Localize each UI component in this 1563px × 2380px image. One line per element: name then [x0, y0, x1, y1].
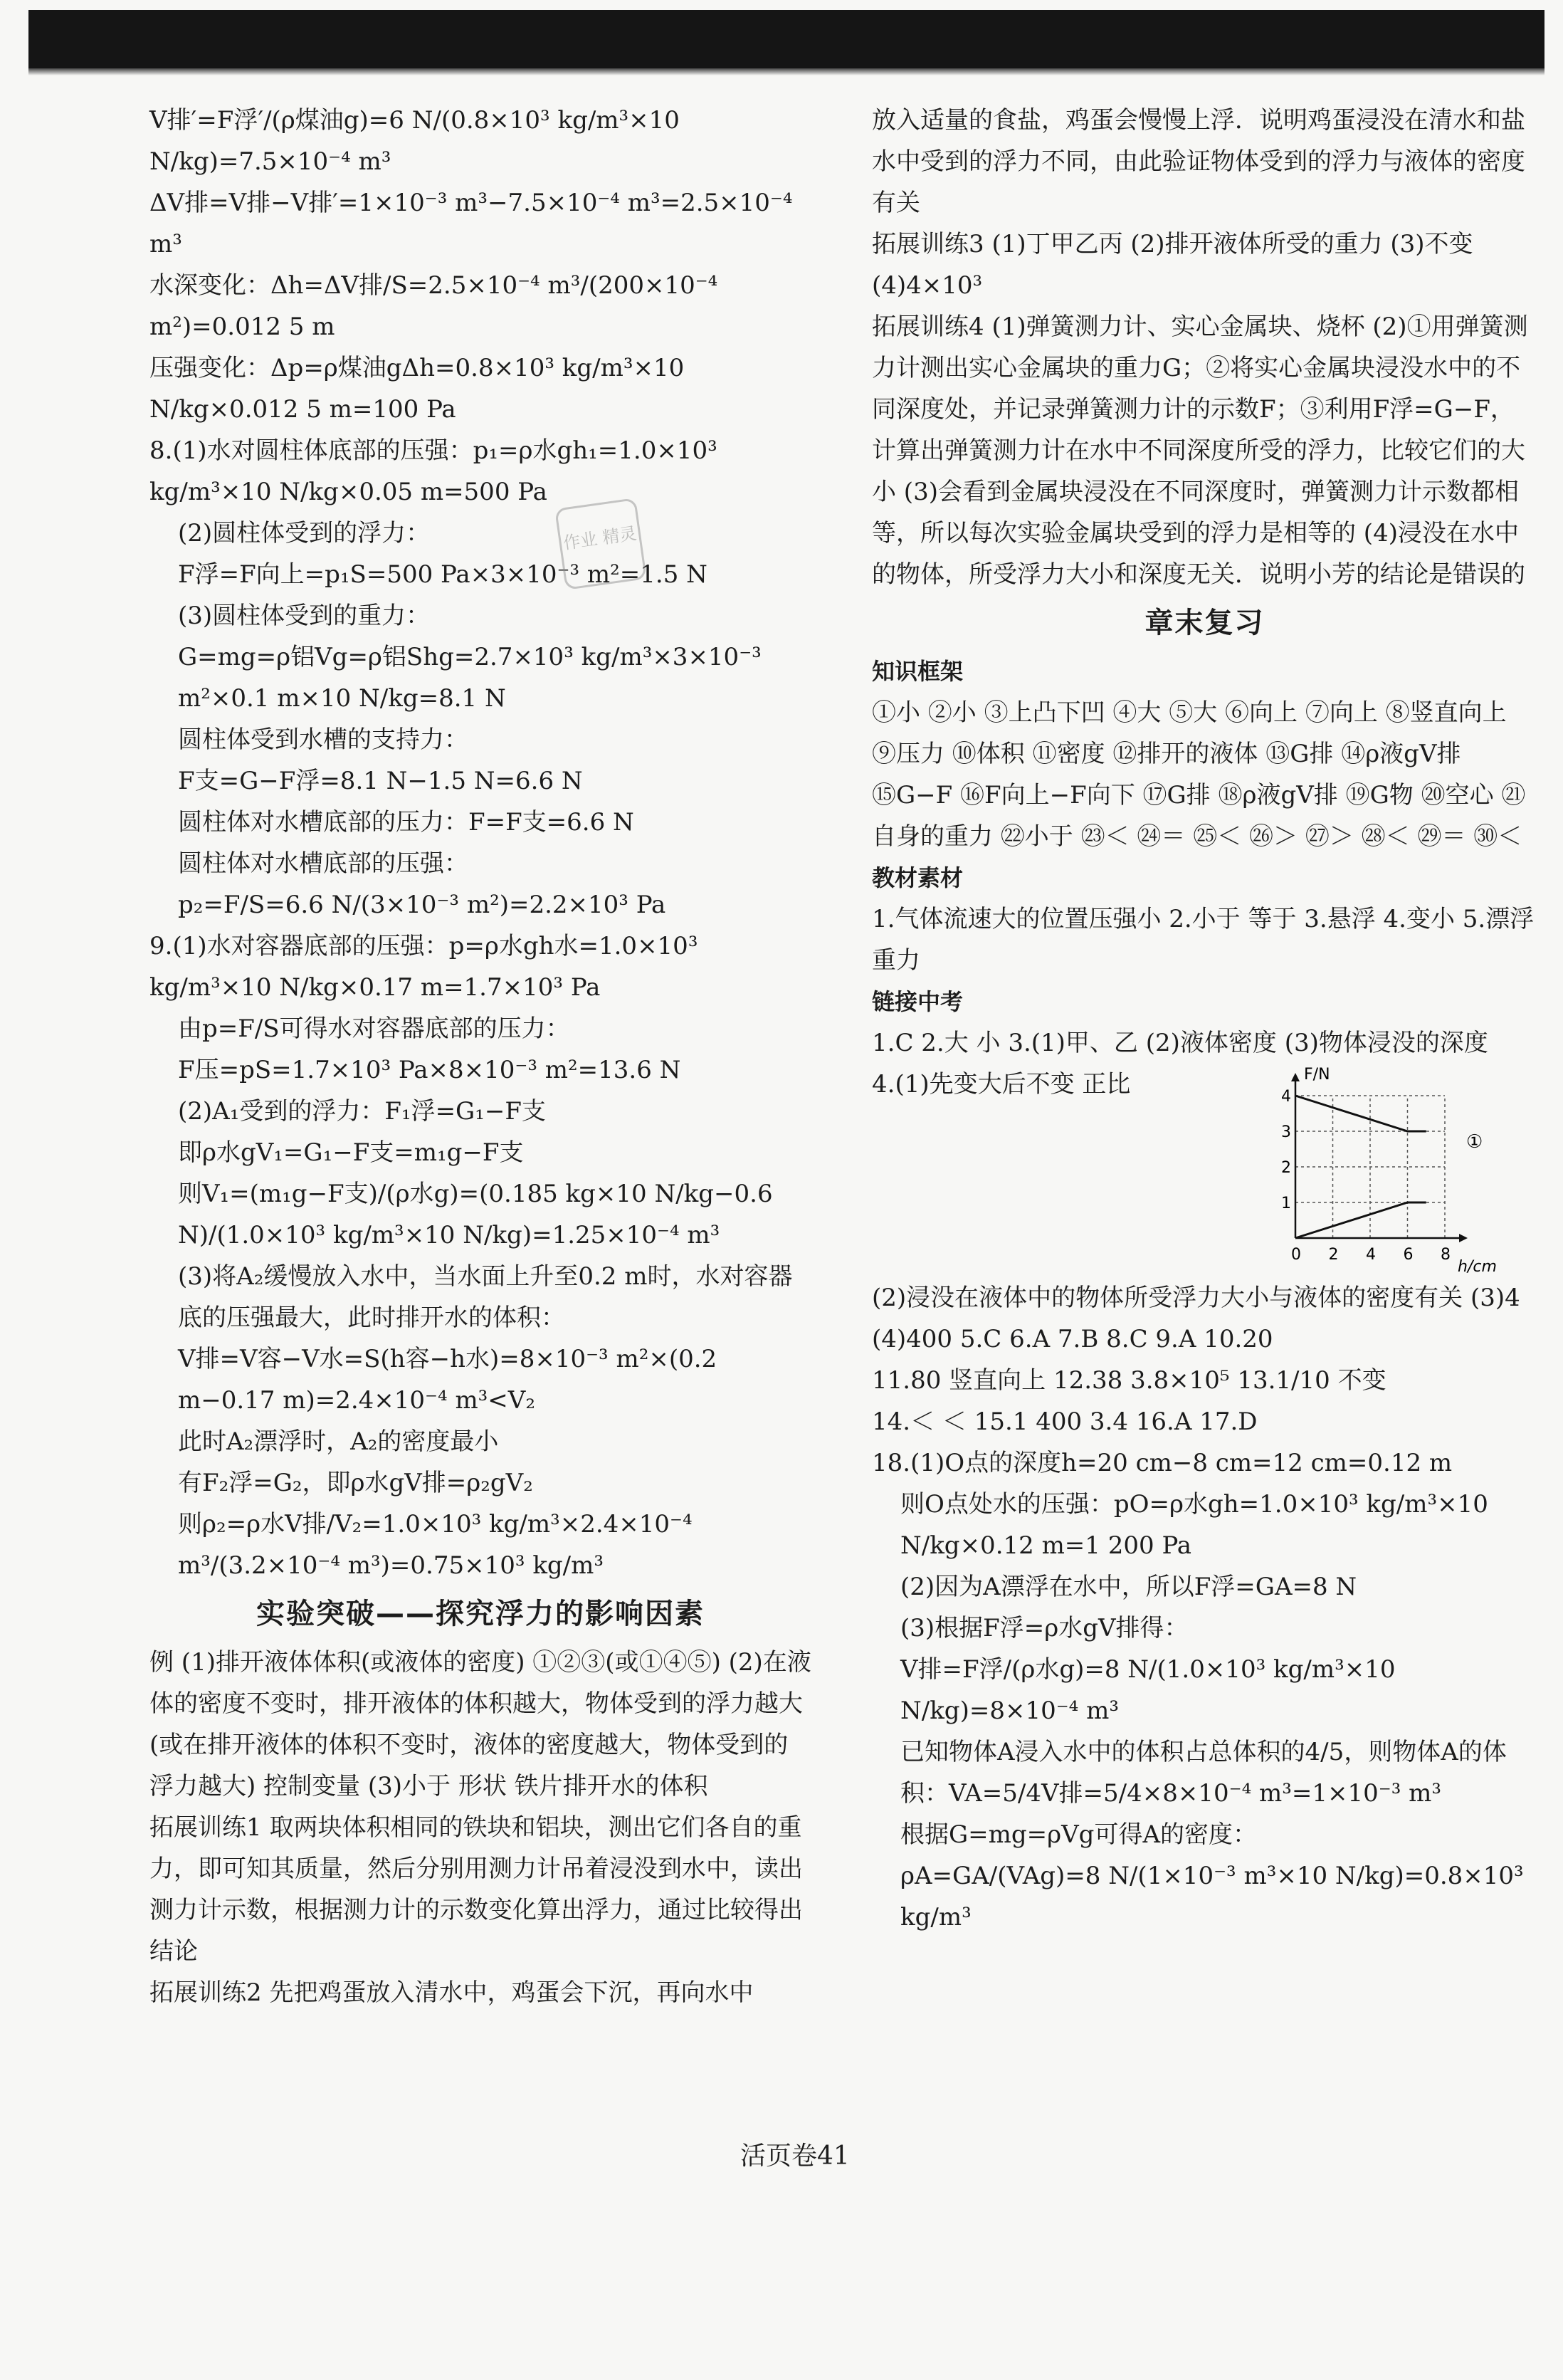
page-footer: 活页卷41	[740, 2142, 850, 2171]
answer-9-part1: 9.(1)水对容器底部的压强：p=ρ水gh水=1.0×10³ kg/m³×10 N/kg×0.17 m=1.7×10³ Pa	[149, 932, 706, 1002]
left-line: (2)圆柱体受到的浮力：	[178, 519, 431, 547]
answers-line: V排=F浮/(ρ水g)=8 N/(1.0×10³ kg/m³×10 N/kg)=8×10⁻⁴ m³	[900, 1655, 1404, 1725]
answers-line: 已知物体A浸入水中的体积占总体积的4/5，则物体A的体积：VA=5/4V排=5/4×8×10⁻⁴ m³=1×10⁻³ m³	[900, 1738, 1507, 1808]
left-line: ΔV排=V排−V排′=1×10⁻³ m³−7.5×10⁻⁴ m³=2.5×10⁻⁴ m³	[149, 189, 801, 258]
force-depth-graph	[1253, 1064, 1509, 1277]
stamp-seal	[549, 493, 653, 596]
left-line: F浮=F向上=p₁S=500 Pa×3×10⁻³ m²=1.5 N	[178, 560, 707, 589]
graph-y-tick: 4	[1281, 1088, 1291, 1106]
left-column	[149, 100, 811, 2013]
left-line: V排=V容−V水=S(h容−h水)=8×10⁻³ m²×(0.2 m−0.17 m)=2.4×10⁻⁴ m³<V₂	[178, 1345, 725, 1415]
graph-series-line	[1295, 1202, 1426, 1238]
left-line: 即ρ水gV₁=G₁−F支=m₁g−F支	[178, 1138, 524, 1167]
answers-line: 根据G=mg=ρVg可得A的密度：	[900, 1820, 1258, 1849]
material-text: 1.气体流速大的位置压强小 2.小于 等于 3.悬浮 4.变小 5.漂浮 重力	[872, 905, 1542, 975]
graph-y-label: F/N	[1304, 1066, 1330, 1084]
graph-y-tick: 2	[1281, 1159, 1291, 1177]
answers-line: 14.＜ ＜ 15.1 400 3.4 16.A 17.D	[872, 1407, 1258, 1436]
left-line: 圆柱体对水槽底部的压强：	[178, 849, 468, 878]
stamp-text: 作业 精灵	[562, 523, 638, 554]
answers-line: 则O点处水的压强：pO=ρ水gh=1.0×10³ kg/m³×10 N/kg×0.12 m=1 200 Pa	[900, 1490, 1496, 1560]
exam-line: 4.(1)先变大后不变 正比	[872, 1070, 1131, 1099]
graph-series-line	[1295, 1096, 1426, 1131]
left-line: V排′=F浮′/(ρ煤油g)=6 N/(0.8×10³ kg/m³×10 N/kg)=7.5×10⁻⁴ m³	[149, 106, 688, 176]
graph-y-tick: 1	[1281, 1195, 1291, 1212]
left-line: G=mg=ρ铝Vg=ρ铝Shg=2.7×10³ kg/m³×3×10⁻³ m²×0.1 m×10 N/kg=8.1 N	[178, 643, 769, 713]
experiment-line: 拓展训练1 取两块体积相同的铁块和铝块，测出它们各自的重力，即可知其质量，然后分别用测力计吊着浸没到水中，读出测力计示数，根据测力计的示数变化算出浮力，通过比较得出结论	[149, 1813, 803, 1966]
answers-line: (3)根据F浮=ρ水gV排得：	[900, 1614, 1189, 1642]
left-line: 圆柱体对水槽底部的压力：F=F支=6.6 N	[178, 808, 634, 837]
experiment-line: 例 (1)排开液体体积(或液体的密度) ①②③(或①④⑤) (2)在液体的密度不变时，排开液体的体积越大，物体受到的浮力越大(或在排开液体的体积不变时，液体的密度越大，物体受到的浮力越大) 控制变量 (3)小于 形状 铁片排开水的体积	[149, 1648, 811, 1800]
graph-x-tick: 2	[1328, 1246, 1339, 1264]
framework-text: ①小 ②小 ③上凸下凹 ④大 ⑤大 ⑥向上 ⑦向上 ⑧竖直向上 ⑨压力 ⑩体积 ⑪密度 ⑫排开的液体 ⑬G排 ⑭ρ液gV排 ⑮G−F ⑯F向上−F向下 ⑰G排 ⑱ρ液gV排 ⑲G物 ⑳空心 ㉑自身的重力 ㉒小于 ㉓＜ ㉔＝ ㉕＜ ㉖＞ ㉗＞ ㉘＜ ㉙＝ ㉚＜	[872, 698, 1526, 851]
graph-row	[872, 1064, 1537, 1277]
top-dark-band	[28, 10, 1544, 68]
answers-line: ρA=GA/(VAg)=8 N/(1×10⁻³ m³×10 N/kg)=0.8×10³ kg/m³	[900, 1862, 1532, 1931]
right-column	[872, 100, 1542, 1938]
left-line: 水深变化：Δh=ΔV排/S=2.5×10⁻⁴ m³/(200×10⁻⁴ m²)=0.012 5 m	[149, 271, 726, 341]
framework-title: 知识框架	[872, 658, 964, 685]
graph-x-tick: 0	[1291, 1246, 1301, 1264]
left-line: F支=G−F浮=8.1 N−1.5 N=6.6 N	[178, 767, 583, 795]
answer-8-part1: 8.(1)水对圆柱体底部的压强：p₁=ρ水gh₁=1.0×10³ kg/m³×10 N/kg×0.05 m=500 Pa	[149, 436, 725, 506]
graph-x-tick: 4	[1366, 1246, 1376, 1264]
graph-x-arrow	[1459, 1234, 1468, 1242]
exam-title: 链接中考	[872, 988, 964, 1015]
answers-line: (2)因为A漂浮在水中，所以F浮=GA=8 N	[900, 1573, 1357, 1601]
right-line: 拓展训练3 (1)丁甲乙丙 (2)排开液体所受的重力 (3)不变 (4)4×10³	[872, 230, 1481, 300]
left-line: 此时A₂漂浮时，A₂的密度最小	[178, 1427, 499, 1456]
experiment-section-title: 实验突破——探究浮力的影响因素	[256, 1598, 705, 1630]
left-line: 则V₁=(m₁g−F支)/(ρ水g)=(0.185 kg×10 N/kg−0.6 N)/(1.0×10³ kg/m³×10 N/kg)=1.25×10⁻⁴ m³	[178, 1180, 781, 1249]
answers-line: (2)浸没在液体中的物体所受浮力大小与液体的密度有关 (3)4 (4)400 5.C 6.A 7.B 8.C 9.A 10.20	[872, 1284, 1528, 1353]
graph-x-tick: 8	[1441, 1246, 1451, 1264]
left-line: (3)圆柱体受到的重力：	[178, 602, 431, 630]
left-line: p₂=F/S=6.6 N/(3×10⁻³ m²)=2.2×10³ Pa	[178, 891, 666, 919]
left-line: 圆柱体受到水槽的支持力：	[178, 725, 468, 754]
answers-line: 11.80 竖直向上 12.38 3.8×10⁵ 13.1/10 不变	[872, 1366, 1386, 1395]
left-line: 压强变化：Δp=ρ煤油gΔh=0.8×10³ kg/m³×10 N/kg×0.012 5 m=100 Pa	[149, 354, 693, 424]
graph-series-label: ①	[1466, 1131, 1483, 1153]
top-band-shadow	[28, 68, 1544, 75]
left-line: 由p=F/S可得水对容器底部的压力：	[178, 1015, 570, 1043]
review-title: 章末复习	[1144, 607, 1265, 639]
material-title: 教材素材	[872, 864, 964, 891]
graph-y-tick: 3	[1281, 1123, 1291, 1141]
left-line: F压=pS=1.7×10³ Pa×8×10⁻³ m²=13.6 N	[178, 1056, 681, 1084]
experiment-line: 拓展训练2 先把鸡蛋放入清水中，鸡蛋会下沉，再向水中	[149, 1978, 754, 2007]
left-line: 则ρ₂=ρ水V排/V₂=1.0×10³ kg/m³×2.4×10⁻⁴ m³/(3.2×10⁻⁴ m³)=0.75×10³ kg/m³	[178, 1510, 700, 1580]
graph-x-label: h/cm	[1458, 1258, 1497, 1276]
graph-y-arrow	[1291, 1073, 1300, 1081]
left-line: (3)将A₂缓慢放入水中，当水面上升至0.2 m时，水对容器底的压强最大，此时排开水的体积：	[178, 1262, 793, 1332]
exam-line: 1.C 2.大 小 3.(1)甲、乙 (2)液体密度 (3)物体浸没的深度	[872, 1029, 1488, 1057]
right-line: 放入适量的食盐，鸡蛋会慢慢上浮．说明鸡蛋浸没在清水和盐水中受到的浮力不同，由此验证物体受到的浮力与液体的密度有关	[872, 106, 1525, 217]
left-line: (2)A₁受到的浮力：F₁浮=G₁−F支	[178, 1097, 546, 1126]
right-line: 拓展训练4 (1)弹簧测力计、实心金属块、烧杯 (2)①用弹簧测力计测出实心金属块的重力G；②将实心金属块浸没水中的不同深度处，并记录弹簧测力计的示数F；③利用F浮=G−F，计算出弹簧测力计在水中不同深度所受的浮力，比较它们的大小 (3)会看到金属块浸没在不同深度时，弹簧测力计示数都相等，所以每次实验金属块受到的浮力是相等的 (4)浸没在水中的物体，所受浮力大小和深度无关．说明小芳的结论是错误的	[872, 313, 1528, 589]
graph-x-tick: 6	[1403, 1246, 1414, 1264]
answer-18-part1: 18.(1)O点的深度h=20 cm−8 cm=12 cm=0.12 m	[872, 1449, 1453, 1477]
left-line: 有F₂浮=G₂，即ρ水gV排=ρ₂gV₂	[178, 1469, 533, 1497]
